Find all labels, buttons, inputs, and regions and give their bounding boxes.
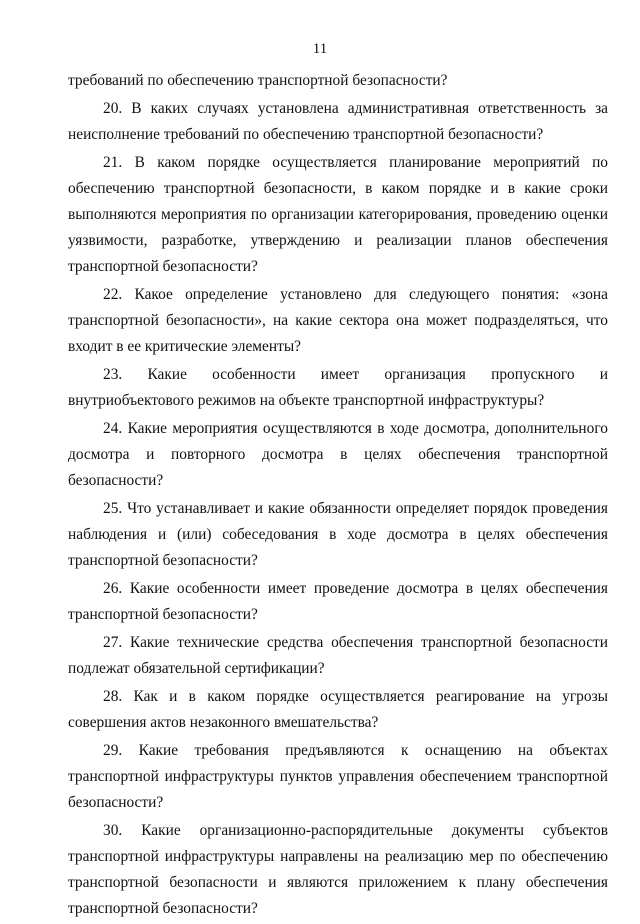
question-29: 29. Какие требования предъявляются к оснащению на объектах транспортной инфраструктуры пунктов управления обеспечением транспортной безопасности?	[68, 742, 608, 811]
paragraph-continuation: требований по обеспечению транспортной безопасности?	[68, 72, 448, 89]
question-26: 26. Какие особенности имеет проведение досмотра в целях обеспечения транспортной безопасности?	[68, 580, 608, 623]
question-28: 28. Как и в каком порядке осуществляется реагирование на угрозы совершения актов незаконного вмешательства?	[68, 688, 608, 731]
question-22: 22. Какое определение установлено для следующего понятия: «зона транспортной безопасности», на какие сектора она может подразделяться, что входит в ее критические элементы?	[68, 286, 608, 355]
page-number: 11	[312, 41, 328, 57]
page-body	[68, 68, 608, 924]
question-30: 30. Какие организационно-распорядительные документы субъектов транспортной инфраструктуры направлены на реализацию мер по обеспечению транспортной безопасности и являются приложением к плану обеспечения транспортной безопасности?	[68, 822, 608, 917]
question-23: 23. Какие особенности имеет организация пропускного и внутриобъектового режимов на объекте транспортной инфраструктуры?	[68, 366, 608, 409]
question-24: 24. Какие мероприятия осуществляются в ходе досмотра, дополнительного досмотра и повторного досмотра в целях обеспечения транспортной безопасности?	[68, 420, 608, 489]
question-27: 27. Какие технические средства обеспечения транспортной безопасности подлежат обязательной сертификации?	[68, 634, 608, 677]
question-20: 20. В каких случаях установлена административная ответственность за неисполнение требований по обеспечению транспортной безопасности?	[68, 100, 608, 143]
question-25: 25. Что устанавливает и какие обязанности определяет порядок проведения наблюдения и (или) собеседования в ходе досмотра в целях обеспечения транспортной безопасности?	[68, 500, 608, 569]
question-21: 21. В каком порядке осуществляется планирование мероприятий по обеспечению транспортной безопасности, в каком порядке и в какие сроки выполняются мероприятия по организации категорирования, проведению оценки уязвимости, разработке, утверждению и реализации планов обеспечения транспортной безопасности?	[68, 154, 608, 275]
